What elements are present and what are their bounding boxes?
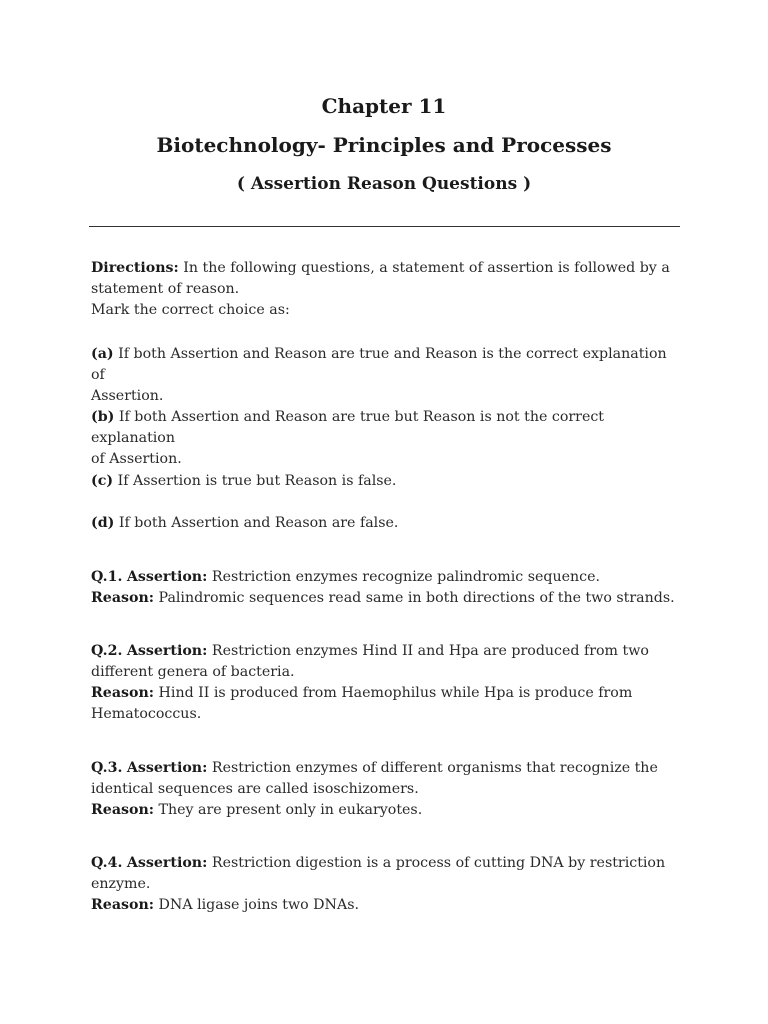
directions-line-1 [91,258,681,279]
directions-mark: Mark the correct choice as: [91,302,290,318]
assertion-text-cont: enzyme. [91,876,151,892]
assertion-label: Assertion: [126,569,208,585]
option-text: If both Assertion and Reason are true and Reason is the correct explanation of [91,346,667,383]
question-2 [91,641,681,725]
question-number: Q.2. [91,643,123,659]
assertion-text-cont: different genera of bacteria. [91,664,295,680]
assertion-text: Restriction enzymes of different organisms that recognize the [211,760,658,776]
subject-heading: Biotechnology- Principles and Processes [156,133,612,157]
option-key: (d) [91,515,115,531]
option-text: If both Assertion and Reason are false. [118,515,399,531]
question-1 [91,567,681,609]
directions-line-2: statement of reason. [91,281,240,297]
option-c [91,471,681,492]
reason-text: Palindromic sequences read same in both directions of the two strands. [158,590,675,606]
reason-text-cont: Hematococcus. [91,706,202,722]
option-d [91,513,681,534]
option-key: (c) [91,473,114,489]
reason-label: Reason: [91,897,155,913]
reason-label: Reason: [91,590,155,606]
option-text-cont: Assertion. [91,388,164,404]
reason-text: DNA ligase joins two DNAs. [158,897,360,913]
question-number: Q.1. [91,569,123,585]
directions-text-1: In the following questions, a statement of assertion is followed by a [183,260,670,276]
option-b [91,407,681,470]
assertion-label: Assertion: [126,643,208,659]
assertion-text: Restriction enzymes recognize palindromic sequence. [211,569,600,585]
option-a [91,344,681,407]
directions-label: Directions: [91,260,179,276]
assertion-label: Assertion: [126,760,208,776]
horizontal-divider [89,226,680,227]
option-key: (a) [91,346,114,362]
assertion-text: Restriction digestion is a process of cutting DNA by restriction [211,855,666,871]
assertion-text: Restriction enzymes Hind II and Hpa are produced from two [211,643,649,659]
chapter-heading: Chapter 11 [321,94,447,118]
reason-label: Reason: [91,802,155,818]
option-key: (b) [91,409,115,425]
question-number: Q.4. [91,855,123,871]
reason-text: They are present only in eukaryotes. [158,802,423,818]
question-4 [91,853,681,916]
option-text: If both Assertion and Reason are true but Reason is not the correct explanation [91,409,604,446]
question-type-heading: ( Assertion Reason Questions ) [236,174,532,194]
reason-label: Reason: [91,685,155,701]
option-text-cont: of Assertion. [91,451,182,467]
question-3 [91,758,681,821]
assertion-label: Assertion: [126,855,208,871]
reason-text: Hind II is produced from Haemophilus while Hpa is produce from [158,685,633,701]
assertion-text-cont: identical sequences are called isoschizomers. [91,781,419,797]
directions-block [91,258,681,321]
option-text: If Assertion is true but Reason is false. [117,473,397,489]
question-number: Q.3. [91,760,123,776]
